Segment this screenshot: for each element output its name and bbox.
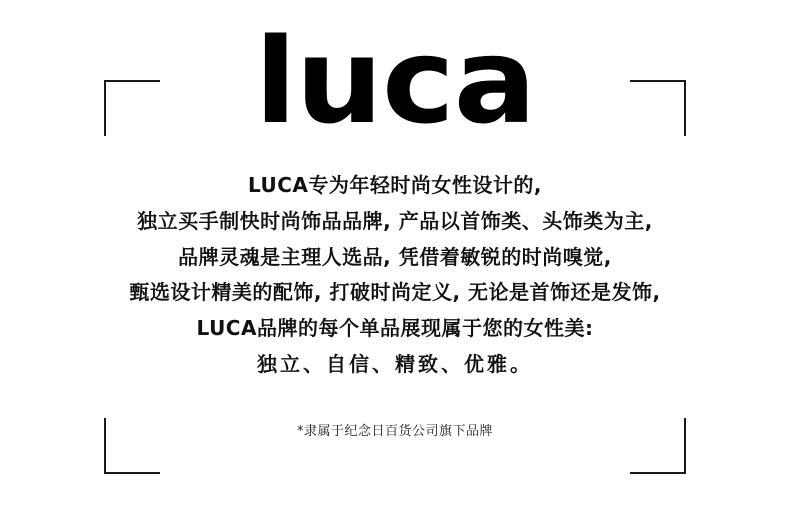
description-line: LUCA品牌的每个单品展现属于您的女性美: [196, 316, 594, 341]
logo-container [0, 12, 790, 150]
footnote-text: *隶属于纪念日百货公司旗下品牌 [296, 424, 493, 439]
brand-description [0, 172, 790, 378]
description-line: 甄选设计精美的配饰, 打破时尚定义, 无论是首饰还是发饰, [129, 280, 661, 305]
description-line: 独立买手制快时尚饰品品牌, 产品以首饰类、头饰类为主, [137, 208, 653, 233]
description-line: LUCA专为年轻时尚女性设计的, [247, 173, 543, 197]
description-line: 品牌灵魂是主理人选品, 凭借着敏锐的时尚嗅觉, [178, 244, 612, 269]
brand-logo: luca [254, 12, 536, 150]
description-line: 独立、自信、精致、优雅。 [257, 351, 533, 376]
